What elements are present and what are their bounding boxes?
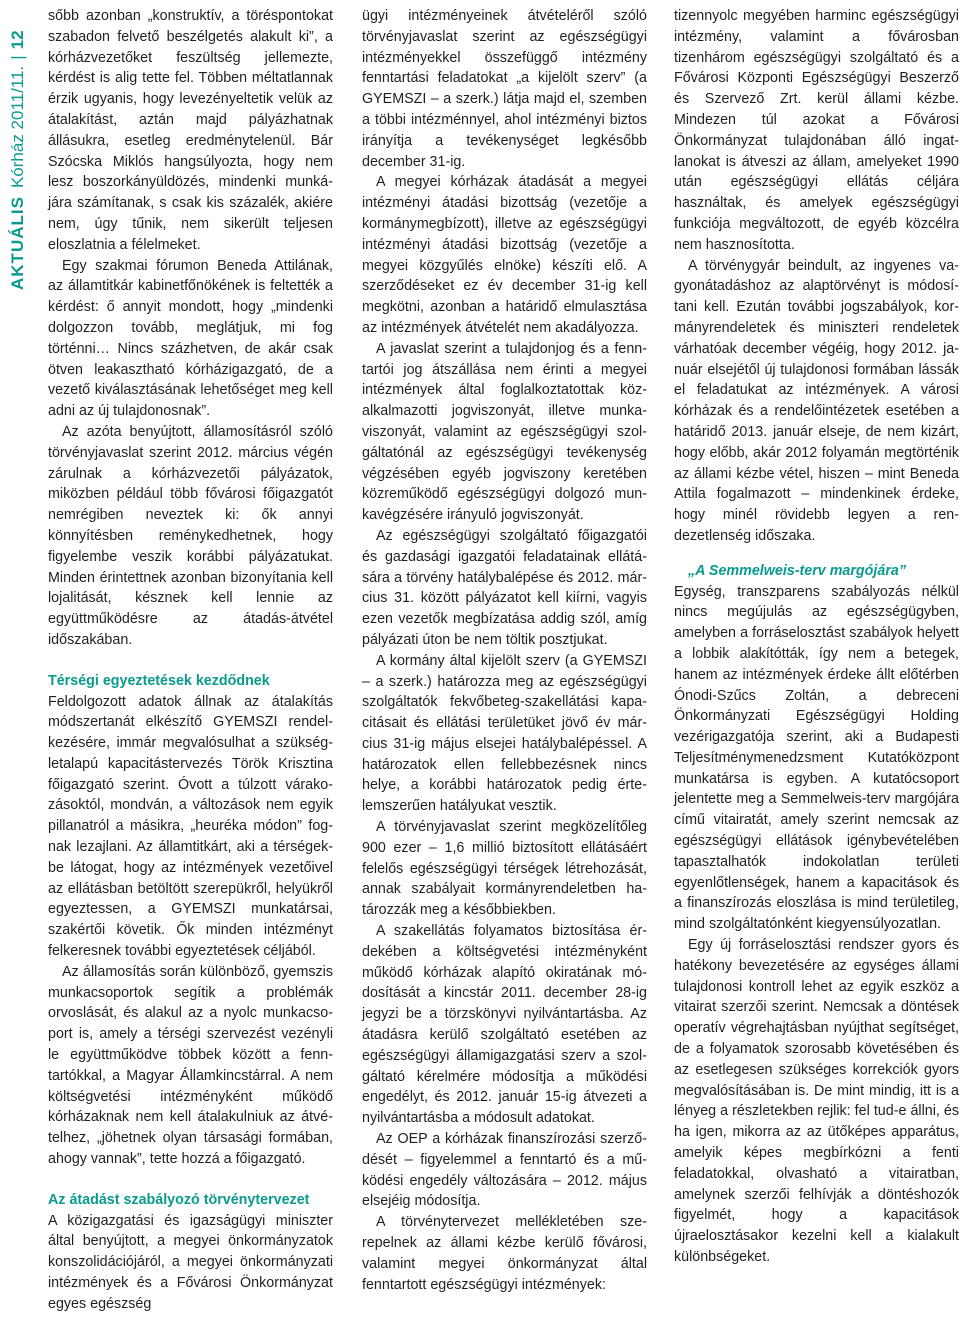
section-label: AKTUÁLIS	[8, 196, 27, 290]
paragraph: ügyi intézményeinek átvételéről szóló törvényjavaslat szerint az egészségügyi intézményekkel összefüggő intézmény fenntartási feladatokat „a kijelölt szerv” (a GYEMSZI – a szerk.) látja majd el, szemben a többi intézménnyel, ahol intézményi biztos irányítja a tevékenységet legkésőbb december 31-ig.	[362, 8, 647, 170]
paragraph: Feldolgozott adatok állnak az átalakítás módszertanát elkészítő GYEMSZI rendelkezésére, immár megvalósulhat a szükségletalapú kapacitástervezés Török Krisztina főigazgató szerint. Óvott a túlzott várakozásoktól, mondván, a változások nem egyik pillanatról a másikra, „heuréka módon” fognak lezajlani. Az államtitkárt, aki a térségekbe látogat, hogy az intézmények vezetőivel az ellátásban betöltött szerepükről, helyükről egyeztessen, a GYEMSZI munkatársai, szakértői követik. Ők minden intézményt felkeresnek további egyeztetések céljából.	[48, 693, 333, 960]
paragraph: A javaslat szerint a tulajdonjog és a fenntartói jog átszállása nem érinti a megyei intézmények által foglalkoztatottak közalkalmazotti jogviszonyát, illetve munkaviszonyát, valamint az egészségügyi szolgáltatónál az egészségügyi tevékenység végzésében egyéb jogviszony keretében közreműködő egészségügyi dolgozó munkavégzésére irányuló jogviszonyát.	[362, 340, 647, 524]
running-header	[5, 0, 31, 290]
paragraph: Egység, transzparens szabályozás nélkül nincs megújulás az egészségügyben, amelyben a forráselosztást szabályok helyett a lobbik alakítótták, így nem a betegek, hanem az intézmények érdeke állt előtérben Ónodi-Szűcs Zoltán, a debreceni Önkormányzati Egészségügyi Holding vezérigazgatója szerint, aki a Budapesti Teljesítménymenedzsment Kutatóközpont munkatársa is egyben. A kutatócsoport jelentette meg a Semmelweis-terv margójára című vitairatát, amely szerint nemcsak az egészségügyi ellátások igénybevételében tapasztalhatók indokolatlan területi egyenlőtlenségek, hanem a kapacitások és a finanszírozás eloszlása is mind területileg, mind szolgáltatónként kiegyensúlyozatlan.	[674, 583, 959, 933]
header-separator: |	[8, 55, 27, 60]
paragraph: Egy szakmai fórumon Beneda Attilának, az államtitkár kabinetfőnökének is feltették a kérdést: ő annyit mondott, hogy „mindenki dolgozzon tovább, meglátjuk, mi fog történni… Nincs százhetven, de akár csak ötven leakasztható kórházigazgató, de a vezető kiválasztásának lehetőséget meg kell adni az új tulajdonosnak”.	[48, 257, 333, 420]
paragraph: A törvénygyár beindult, az ingyenes vagyonátadáshoz az alaptörvényt is módosítani kell. Ezután további jogszabályok, kormányrendeletek és miniszteri rendeletek várhatóak december végéig, hogy 2012. január elsejétől új tulajdonosi formában lássák el feladatukat az intézmények. A városi kórházak és a rendelőintézetek esetében a határidő 2013. január elseje, de nem kizárt, hogy előbb, akár 2012 folyamán megtörténik az állami kézbe vétel, hiszen – mint Beneda Attila fogalmazott – mindenkinek érdeke, hogy minél rövidebb legyen a rendezetlenség időszaka.	[674, 257, 959, 544]
issue-label: Kórház 2011/11.	[8, 65, 27, 189]
subheading: Térségi egyeztetések kezdődnek	[48, 672, 270, 689]
paragraph: Egy új forráselosztási rendszer gyors és hatékony bevezetésére az egységes állami tulajdonosi kontroll lehet az egyik eszköz a vitairat szerzői szerint. Nemcsak a döntések operatív végrehajtásban nyújthat segítséget, de a folyamatok szorosabb követésében és az esetlegesen szükséges korrekciók gyors megvalósításában is. De mint mindig, itt is a lényeg a részletekben rejlik: fel tud-e állni, és ha igen, mikorra az az ütőképes apparátus, amelyik képes megbírkózni a fenti feladatokkal, olvasható a vitairatban, amelynek szerzői felhívják a döntéshozók figyelmét, hogy a kapacitások újraelosztásakor kezelni kell a kialakult különbségeket.	[674, 937, 959, 1266]
article-column-1	[48, 6, 333, 1315]
paragraph: A törvényjavaslat szerint megközelítőleg 900 ezer – 1,6 millió biztosított ellátásáért felelős egészségügyi térségek létrehozását, annak szabályait kormányrendeletben határozzák meg a későbbiekben.	[362, 819, 647, 919]
paragraph: A közigazgatási és igazságügyi miniszter által benyújtott, a megyei önkormányzatok konszolidációjáról, a megyei önkormányzati intézmények és a Fővárosi Önkormányzat egyes egészség	[48, 1212, 333, 1312]
article-column-2	[362, 6, 647, 1295]
paragraph: A szakellátás folyamatos biztosítása érdekében a költségvetési intézményként működő kórházak alapító okiratának módosítását a kincstár 2011. december 28-ig jegyzi be a törzskönyvi nyilvántartásba. Az átadásra kerülő szolgáltató esetében az egészségügyi államigazgatási szerv a szolgáltató kérelmére módosítja a működési engedélyt, és 2012. január 15-ig átvezeti a nyilvántartásba a módosult adatokat.	[362, 923, 647, 1127]
paragraph: Az azóta benyújtott, államosításról szóló törvényjavaslat szerint 2012. március végén zárulnak a kórházvezetői pályázatok, miközben például több fővárosi főigazgatót nemrégiben neveztek ki: ők annyi könnyítésben reménykedhetnek, hogy figyelembe veszik korábbi pályázatukat. Minden érintettnek azonban bizonyítania kell lojalitását, késznek kell lennie az együttműködésre az átadás-átvétel időszakában.	[48, 423, 333, 648]
paragraph: tizennyolc megyében harminc egészségügyi intézmény, valamint a fővárosban tizenhárom egészségügyi szolgáltató és a Fővárosi Központi Egészségügyi Beszerző és Szervező Zrt. kerül állami kézbe. Mindezen túl azokat a Fővárosi Önkormányzat tulajdonában álló ingatlanokat is átveszi az állam, amelyeket 1990 után egészségügyi ellátás céljára használtak, és amelyek egészségügyi funkciója megváltozott, de egyéb közcélra nem hasznosította.	[674, 8, 959, 253]
subheading: Az átadást szabályozó törvénytervezet	[48, 1191, 310, 1208]
paragraph: Az államosítás során különböző, gyemszis munkacsoportok segítik a problémák orvoslását, és alakul az a nyolc munkacsoport is, amely a térségi szervezést vezényli le együttműködve többek között a fenntartókkal, a Magyar Államkincstárral. A nem költségvetési intézményként működő kórházaknak nem kell átalakulniuk az átvételhez, „jöhetnek olyan társasági formában, ahogy vannak”, tette hozzá a főigazgató.	[48, 963, 333, 1168]
paragraph: A kormány által kijelölt szerv (a GYEMSZI – a szerk.) határozza meg az egészségügyi szolgáltatók fekvőbeteg-szakellátási kapacitásait és ellátási területüket jövő év március 31-ig május elsejei hatálybalépéssel. A határozatok ellen fellebbezésnek nincs helye, a korábbi határozatok pedig értelemszerűen hatályukat vesztik.	[362, 652, 647, 815]
article-column-3	[674, 6, 959, 1268]
paragraph: sőbb azonban „konstruktív, a töréspontokat szabadon felvető beszélgetés alakult ki”, a kórházvezetőket feszültség jellemezte, kérdést is alig tette fel. Többen méltatlannak érzik ugyanis, hogy levezényeltetik velük az átalakítást, aztán majd pályázhatnak állásukra, esetleg eredménytelenül. Bár Szócska Miklós hangsúlyozta, hogy nem lesz boszorkányüldözés, mindenki munkájára számítanak, s csak kis százalék, akiére nem, úgy tűnik, nem sikerült teljesen eloszlatnia a félelmeket.	[48, 8, 333, 253]
paragraph: A törvénytervezet mellékletében szerepelnek az állami kézbe kerülő fővárosi, valamint megyei önkormányzat által fenntartott egészségügyi intézmények:	[362, 1214, 647, 1293]
paragraph: A megyei kórházak átadását a megyei intézményi átadási bizottság (vezetője a kormánymegbízott), illetve az egészségügyi intézményi átadási bizottság (vezetője a megyei közgyűlés elnöke) készíti elő. A szerződéseket ez év december 31-ig kell megkötni, azonban a határidő elmulasztása az intézmények átvételét nem akadályozza.	[362, 174, 647, 336]
paragraph: Az OEP a kórházak finanszírozási szerződését – figyelemmel a fenntartó és a működési engedély változására – 2012. május elsejéig módosítja.	[362, 1131, 647, 1210]
page-number: 12	[8, 30, 27, 50]
paragraph: Az egészségügyi szolgáltató főigazgatói és gazdasági igazgatói feladatainak ellátására a törvény hatálybalépése és 2012. március 31. között pályázatot kell kiírni, vagyis ezen vezetők megbízatása addig szól, amíg pályázati úton be nem töltik posztjukat.	[362, 527, 647, 648]
subheading: „A Semmelweis-terv margójára”	[688, 562, 906, 579]
